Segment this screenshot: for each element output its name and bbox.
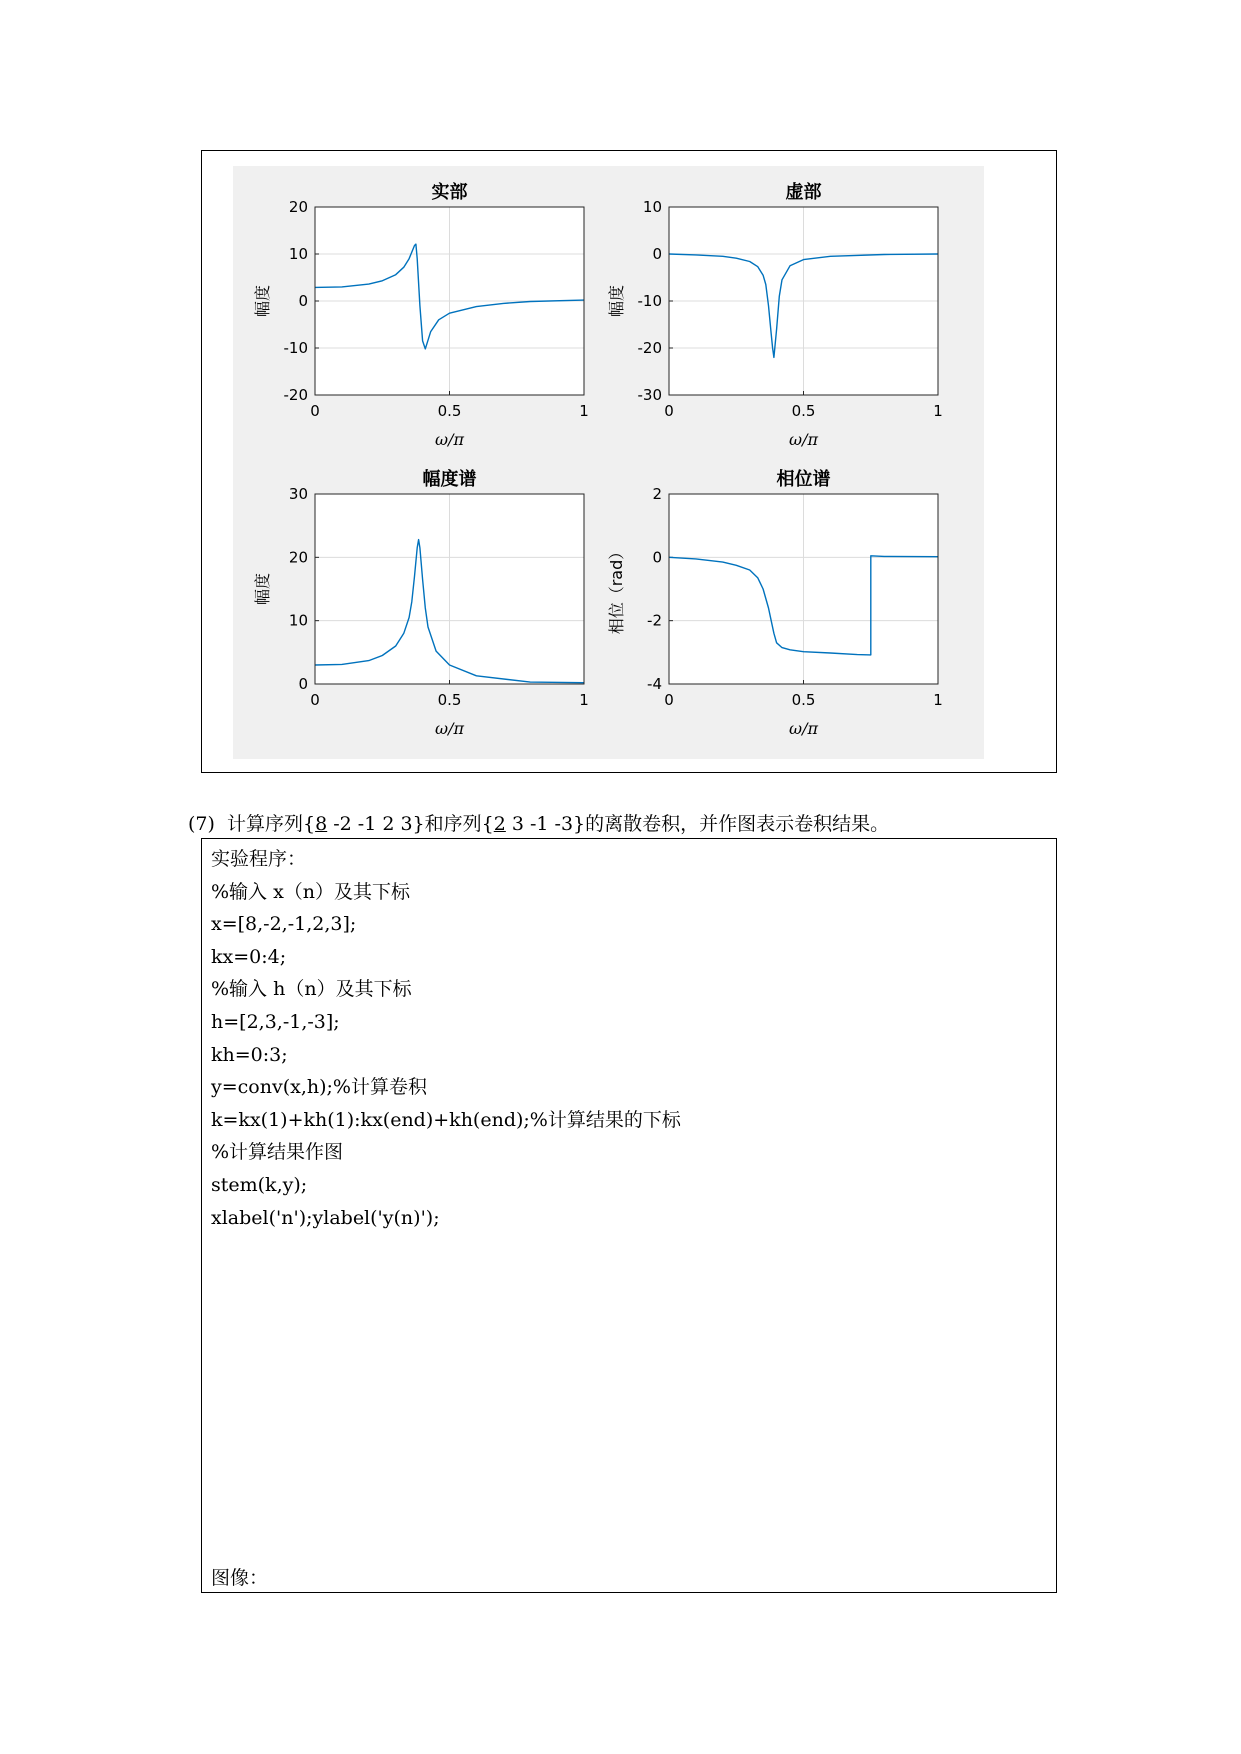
y-tick-label: -2 (647, 611, 662, 630)
y-tick-label: -20 (637, 339, 662, 357)
y-tick-label: 10 (288, 611, 308, 630)
y-axis-label: 幅度 (253, 284, 272, 318)
y-tick-label: -4 (647, 675, 662, 693)
y-tick-label: 10 (642, 198, 662, 216)
code-line: %计算结果作图 (211, 1141, 344, 1164)
code-line: xlabel('n');ylabel('y(n)'); (211, 1206, 440, 1229)
y-tick-label: -20 (283, 386, 308, 404)
subplot-title: 虚部 (785, 182, 822, 203)
y-tick-label: -10 (637, 292, 662, 310)
x-tick-label: 1 (933, 691, 943, 709)
subplot-4 (607, 468, 943, 738)
code-line: kx=0:4; (211, 945, 287, 968)
code-line: %输入 h（n）及其下标 (211, 978, 412, 1001)
subplot-title: 相位谱 (776, 469, 831, 490)
question-7 (188, 809, 889, 836)
subplot-title: 幅度谱 (422, 469, 477, 490)
question-number: (7) (188, 813, 215, 835)
y-axis-label: 相位（rad） (607, 543, 626, 635)
code-line: stem(k,y); (211, 1173, 308, 1196)
y-tick-label: 2 (652, 485, 662, 503)
x-tick-label: 1 (579, 691, 589, 709)
x-tick-label: 0.5 (437, 402, 462, 420)
image-label: 图像： (211, 1567, 269, 1589)
y-tick-label: 20 (288, 198, 308, 216)
y-tick-label: -30 (637, 386, 662, 404)
x-axis-label: ω/π (789, 719, 818, 738)
y-tick-label: 30 (288, 485, 308, 503)
x-axis-label: ω/π (789, 430, 818, 449)
x-tick-label: 0.5 (437, 691, 462, 709)
y-tick-label: 0 (652, 548, 662, 567)
y-axis-label: 幅度 (607, 284, 626, 318)
y-axis-label: 幅度 (253, 572, 272, 606)
y-tick-label: -10 (283, 339, 308, 357)
y-tick-label: 0 (652, 245, 662, 263)
y-tick-label: 20 (288, 548, 308, 567)
x-tick-label: 0.5 (791, 402, 816, 420)
code-line: x=[8,-2,-1,2,3]; (211, 913, 357, 936)
code-line: %输入 x（n）及其下标 (211, 880, 411, 903)
x-tick-label: 0 (310, 691, 320, 709)
subplot-2 (607, 181, 943, 449)
question-text-seq2: 3 -1 -3}的离散卷积，并作图表示卷积结果。 (505, 813, 890, 835)
x-axis-label: ω/π (435, 430, 464, 449)
y-tick-label: 0 (298, 675, 308, 693)
x-axis-label: ω/π (435, 719, 464, 738)
code-listing (211, 843, 681, 1234)
code-line: y=conv(x,h);%计算卷积 (211, 1076, 427, 1099)
code-line: kh=0:3; (211, 1043, 288, 1066)
x-tick-label: 0 (664, 691, 674, 709)
x-tick-label: 1 (933, 402, 943, 420)
x-tick-label: 0.5 (791, 691, 816, 709)
y-tick-label: 0 (298, 292, 308, 310)
code-line: 实验程序： (211, 848, 307, 870)
question-text-seq1: -2 -1 2 3}和序列{ (327, 813, 494, 835)
x-tick-label: 1 (579, 402, 589, 420)
subplot-3 (253, 468, 589, 738)
subplot-title: 实部 (431, 182, 468, 203)
code-line: k=kx(1)+kh(1):kx(end)+kh(end);%计算结果的下标 (211, 1108, 681, 1131)
subplot-1 (253, 181, 589, 449)
x-tick-label: 0 (310, 402, 320, 420)
matlab-figure (233, 166, 984, 759)
x-tick-label: 0 (664, 402, 674, 420)
seq2-first-element: 2 (493, 813, 506, 835)
y-tick-label: 10 (288, 245, 308, 263)
seq1-first-element: 8 (315, 813, 328, 835)
code-line: h=[2,3,-1,-3]; (211, 1010, 340, 1033)
question-text-before: 计算序列{ (227, 813, 316, 835)
